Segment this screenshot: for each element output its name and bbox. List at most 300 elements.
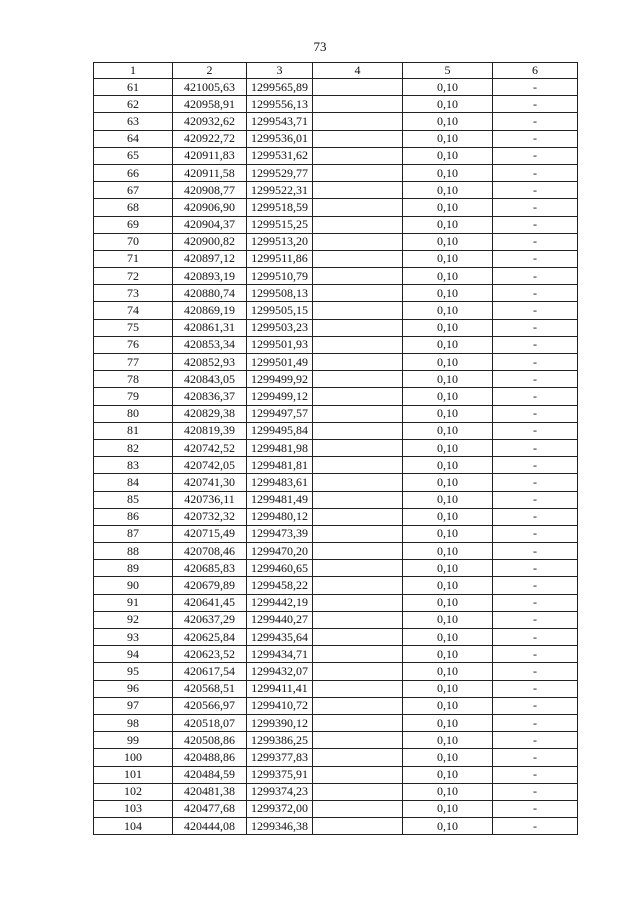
cell-column-6: - (493, 611, 578, 628)
cell-column-4 (313, 732, 403, 749)
column-header: 6 (493, 63, 578, 79)
cell-column-6: - (493, 233, 578, 250)
table-row (94, 216, 578, 233)
cell-column-4 (313, 525, 403, 542)
cell-accuracy: 0,10 (403, 611, 493, 628)
cell-point-number: 99 (94, 732, 173, 749)
cell-y-coordinate: 1299483,61 (247, 474, 313, 491)
cell-accuracy: 0,10 (403, 336, 493, 353)
cell-column-6: - (493, 543, 578, 560)
cell-point-number: 86 (94, 508, 173, 525)
cell-x-coordinate: 420904,37 (173, 216, 247, 233)
cell-column-6: - (493, 319, 578, 336)
cell-column-6: - (493, 594, 578, 611)
cell-column-4 (313, 319, 403, 336)
cell-y-coordinate: 1299374,23 (247, 783, 313, 800)
cell-point-number: 69 (94, 216, 173, 233)
cell-column-6: - (493, 147, 578, 164)
cell-column-6: - (493, 663, 578, 680)
cell-x-coordinate: 420637,29 (173, 611, 247, 628)
table-header-row (94, 63, 578, 79)
cell-y-coordinate: 1299497,57 (247, 405, 313, 422)
cell-accuracy: 0,10 (403, 714, 493, 731)
cell-x-coordinate: 420481,38 (173, 783, 247, 800)
cell-point-number: 87 (94, 525, 173, 542)
cell-y-coordinate: 1299481,98 (247, 439, 313, 456)
cell-x-coordinate: 420829,38 (173, 405, 247, 422)
table-row (94, 629, 578, 646)
cell-y-coordinate: 1299375,91 (247, 766, 313, 783)
table-row (94, 457, 578, 474)
cell-accuracy: 0,10 (403, 199, 493, 216)
cell-accuracy: 0,10 (403, 164, 493, 181)
cell-point-number: 103 (94, 800, 173, 817)
cell-column-4 (313, 749, 403, 766)
cell-column-4 (313, 199, 403, 216)
table-row (94, 233, 578, 250)
cell-accuracy: 0,10 (403, 629, 493, 646)
cell-y-coordinate: 1299518,59 (247, 199, 313, 216)
table-body (94, 79, 578, 835)
cell-y-coordinate: 1299411,41 (247, 680, 313, 697)
cell-point-number: 104 (94, 818, 173, 835)
cell-x-coordinate: 420861,31 (173, 319, 247, 336)
cell-column-6: - (493, 491, 578, 508)
cell-accuracy: 0,10 (403, 354, 493, 371)
cell-accuracy: 0,10 (403, 543, 493, 560)
cell-point-number: 90 (94, 577, 173, 594)
cell-point-number: 72 (94, 268, 173, 285)
cell-accuracy: 0,10 (403, 663, 493, 680)
cell-column-4 (313, 79, 403, 96)
cell-column-6: - (493, 268, 578, 285)
cell-x-coordinate: 420932,62 (173, 113, 247, 130)
cell-column-6: - (493, 714, 578, 731)
table-row (94, 766, 578, 783)
cell-point-number: 98 (94, 714, 173, 731)
cell-x-coordinate: 420641,45 (173, 594, 247, 611)
table-row (94, 663, 578, 680)
cell-accuracy: 0,10 (403, 646, 493, 663)
cell-column-4 (313, 611, 403, 628)
cell-column-6: - (493, 680, 578, 697)
cell-column-6: - (493, 732, 578, 749)
cell-accuracy: 0,10 (403, 439, 493, 456)
cell-column-4 (313, 646, 403, 663)
table-row (94, 594, 578, 611)
cell-accuracy: 0,10 (403, 130, 493, 147)
cell-y-coordinate: 1299511,86 (247, 250, 313, 267)
cell-column-6: - (493, 164, 578, 181)
cell-x-coordinate: 420906,90 (173, 199, 247, 216)
cell-x-coordinate: 420518,07 (173, 714, 247, 731)
table-row (94, 336, 578, 353)
cell-y-coordinate: 1299495,84 (247, 422, 313, 439)
cell-accuracy: 0,10 (403, 783, 493, 800)
cell-x-coordinate: 420679,89 (173, 577, 247, 594)
cell-y-coordinate: 1299510,79 (247, 268, 313, 285)
cell-point-number: 83 (94, 457, 173, 474)
cell-point-number: 70 (94, 233, 173, 250)
cell-column-6: - (493, 560, 578, 577)
cell-accuracy: 0,10 (403, 560, 493, 577)
cell-point-number: 78 (94, 371, 173, 388)
cell-column-4 (313, 491, 403, 508)
cell-accuracy: 0,10 (403, 474, 493, 491)
cell-x-coordinate: 420617,54 (173, 663, 247, 680)
table-row (94, 732, 578, 749)
cell-x-coordinate: 420623,52 (173, 646, 247, 663)
cell-y-coordinate: 1299505,15 (247, 302, 313, 319)
cell-column-4 (313, 354, 403, 371)
cell-x-coordinate: 420715,49 (173, 525, 247, 542)
table-row (94, 697, 578, 714)
cell-x-coordinate: 420484,59 (173, 766, 247, 783)
cell-column-6: - (493, 783, 578, 800)
cell-y-coordinate: 1299473,39 (247, 525, 313, 542)
cell-point-number: 71 (94, 250, 173, 267)
table-row (94, 422, 578, 439)
cell-accuracy: 0,10 (403, 405, 493, 422)
column-header: 4 (313, 63, 403, 79)
cell-x-coordinate: 420843,05 (173, 371, 247, 388)
cell-y-coordinate: 1299536,01 (247, 130, 313, 147)
cell-x-coordinate: 420708,46 (173, 543, 247, 560)
cell-x-coordinate: 420736,11 (173, 491, 247, 508)
cell-point-number: 84 (94, 474, 173, 491)
table-row (94, 96, 578, 113)
cell-point-number: 67 (94, 182, 173, 199)
cell-column-4 (313, 594, 403, 611)
cell-point-number: 89 (94, 560, 173, 577)
cell-point-number: 95 (94, 663, 173, 680)
cell-point-number: 75 (94, 319, 173, 336)
cell-column-6: - (493, 113, 578, 130)
cell-point-number: 77 (94, 354, 173, 371)
cell-column-6: - (493, 474, 578, 491)
cell-y-coordinate: 1299372,00 (247, 800, 313, 817)
cell-y-coordinate: 1299501,49 (247, 354, 313, 371)
cell-column-4 (313, 766, 403, 783)
cell-column-4 (313, 663, 403, 680)
table-row (94, 130, 578, 147)
cell-accuracy: 0,10 (403, 766, 493, 783)
cell-point-number: 73 (94, 285, 173, 302)
table-row (94, 182, 578, 199)
cell-x-coordinate: 420836,37 (173, 388, 247, 405)
table-row (94, 405, 578, 422)
cell-point-number: 79 (94, 388, 173, 405)
cell-column-4 (313, 560, 403, 577)
cell-accuracy: 0,10 (403, 594, 493, 611)
cell-column-4 (313, 130, 403, 147)
cell-accuracy: 0,10 (403, 79, 493, 96)
cell-x-coordinate: 420742,05 (173, 457, 247, 474)
cell-column-6: - (493, 336, 578, 353)
cell-y-coordinate: 1299460,65 (247, 560, 313, 577)
cell-accuracy: 0,10 (403, 800, 493, 817)
cell-y-coordinate: 1299442,19 (247, 594, 313, 611)
cell-accuracy: 0,10 (403, 457, 493, 474)
cell-accuracy: 0,10 (403, 749, 493, 766)
table-row (94, 371, 578, 388)
table-row (94, 680, 578, 697)
cell-y-coordinate: 1299565,89 (247, 79, 313, 96)
cell-column-4 (313, 371, 403, 388)
table-row (94, 800, 578, 817)
cell-accuracy: 0,10 (403, 422, 493, 439)
cell-point-number: 85 (94, 491, 173, 508)
cell-x-coordinate: 420685,83 (173, 560, 247, 577)
cell-point-number: 91 (94, 594, 173, 611)
cell-point-number: 80 (94, 405, 173, 422)
cell-accuracy: 0,10 (403, 182, 493, 199)
cell-x-coordinate: 420625,84 (173, 629, 247, 646)
cell-x-coordinate: 420900,82 (173, 233, 247, 250)
cell-column-6: - (493, 182, 578, 199)
cell-column-4 (313, 216, 403, 233)
cell-point-number: 94 (94, 646, 173, 663)
cell-point-number: 74 (94, 302, 173, 319)
cell-column-6: - (493, 800, 578, 817)
cell-column-4 (313, 233, 403, 250)
cell-y-coordinate: 1299346,38 (247, 818, 313, 835)
cell-x-coordinate: 420508,86 (173, 732, 247, 749)
cell-y-coordinate: 1299499,92 (247, 371, 313, 388)
cell-x-coordinate: 420908,77 (173, 182, 247, 199)
cell-accuracy: 0,10 (403, 250, 493, 267)
column-header: 5 (403, 63, 493, 79)
column-header: 3 (247, 63, 313, 79)
cell-column-6: - (493, 422, 578, 439)
cell-y-coordinate: 1299390,12 (247, 714, 313, 731)
cell-point-number: 62 (94, 96, 173, 113)
cell-column-6: - (493, 250, 578, 267)
table-row (94, 525, 578, 542)
cell-y-coordinate: 1299503,23 (247, 319, 313, 336)
cell-y-coordinate: 1299432,07 (247, 663, 313, 680)
table-row (94, 147, 578, 164)
cell-point-number: 93 (94, 629, 173, 646)
cell-x-coordinate: 420853,34 (173, 336, 247, 353)
cell-accuracy: 0,10 (403, 96, 493, 113)
cell-accuracy: 0,10 (403, 233, 493, 250)
table-row (94, 491, 578, 508)
cell-column-4 (313, 818, 403, 835)
cell-column-6: - (493, 629, 578, 646)
cell-point-number: 100 (94, 749, 173, 766)
cell-column-4 (313, 697, 403, 714)
cell-x-coordinate: 420488,86 (173, 749, 247, 766)
cell-point-number: 65 (94, 147, 173, 164)
cell-point-number: 68 (94, 199, 173, 216)
cell-column-4 (313, 800, 403, 817)
cell-column-6: - (493, 508, 578, 525)
cell-column-4 (313, 164, 403, 181)
cell-x-coordinate: 420893,19 (173, 268, 247, 285)
cell-column-4 (313, 783, 403, 800)
cell-column-6: - (493, 302, 578, 319)
cell-y-coordinate: 1299513,20 (247, 233, 313, 250)
cell-column-6: - (493, 405, 578, 422)
cell-y-coordinate: 1299508,13 (247, 285, 313, 302)
cell-accuracy: 0,10 (403, 508, 493, 525)
cell-accuracy: 0,10 (403, 113, 493, 130)
cell-accuracy: 0,10 (403, 371, 493, 388)
cell-point-number: 88 (94, 543, 173, 560)
cell-accuracy: 0,10 (403, 525, 493, 542)
cell-point-number: 76 (94, 336, 173, 353)
cell-column-6: - (493, 285, 578, 302)
table-row (94, 783, 578, 800)
cell-column-4 (313, 457, 403, 474)
cell-y-coordinate: 1299499,12 (247, 388, 313, 405)
cell-y-coordinate: 1299543,71 (247, 113, 313, 130)
table-row (94, 388, 578, 405)
cell-x-coordinate: 420566,97 (173, 697, 247, 714)
cell-column-4 (313, 285, 403, 302)
cell-x-coordinate: 420568,51 (173, 680, 247, 697)
cell-column-4 (313, 250, 403, 267)
cell-y-coordinate: 1299386,25 (247, 732, 313, 749)
cell-column-4 (313, 422, 403, 439)
cell-point-number: 101 (94, 766, 173, 783)
cell-column-6: - (493, 749, 578, 766)
table-row (94, 611, 578, 628)
cell-y-coordinate: 1299440,27 (247, 611, 313, 628)
table-row (94, 319, 578, 336)
cell-y-coordinate: 1299529,77 (247, 164, 313, 181)
cell-column-6: - (493, 525, 578, 542)
cell-accuracy: 0,10 (403, 147, 493, 164)
cell-column-4 (313, 543, 403, 560)
cell-column-4 (313, 268, 403, 285)
cell-point-number: 97 (94, 697, 173, 714)
column-header: 2 (173, 63, 247, 79)
cell-y-coordinate: 1299515,25 (247, 216, 313, 233)
coordinates-table (93, 62, 578, 835)
cell-y-coordinate: 1299470,20 (247, 543, 313, 560)
cell-column-6: - (493, 818, 578, 835)
cell-column-6: - (493, 96, 578, 113)
cell-column-6: - (493, 646, 578, 663)
cell-column-6: - (493, 439, 578, 456)
cell-column-4 (313, 439, 403, 456)
cell-column-4 (313, 113, 403, 130)
cell-column-6: - (493, 577, 578, 594)
cell-point-number: 96 (94, 680, 173, 697)
cell-column-6: - (493, 79, 578, 96)
cell-column-6: - (493, 199, 578, 216)
cell-y-coordinate: 1299410,72 (247, 697, 313, 714)
cell-y-coordinate: 1299377,83 (247, 749, 313, 766)
cell-accuracy: 0,10 (403, 491, 493, 508)
table-row (94, 268, 578, 285)
cell-x-coordinate: 420732,32 (173, 508, 247, 525)
cell-point-number: 61 (94, 79, 173, 96)
table-row (94, 164, 578, 181)
cell-column-6: - (493, 216, 578, 233)
table-row (94, 250, 578, 267)
table-row (94, 113, 578, 130)
table-row (94, 354, 578, 371)
cell-y-coordinate: 1299481,49 (247, 491, 313, 508)
cell-x-coordinate: 420477,68 (173, 800, 247, 817)
table-row (94, 714, 578, 731)
cell-column-4 (313, 629, 403, 646)
cell-column-4 (313, 388, 403, 405)
cell-x-coordinate: 420742,52 (173, 439, 247, 456)
cell-accuracy: 0,10 (403, 388, 493, 405)
cell-column-4 (313, 302, 403, 319)
cell-y-coordinate: 1299435,64 (247, 629, 313, 646)
cell-accuracy: 0,10 (403, 268, 493, 285)
cell-column-4 (313, 405, 403, 422)
cell-y-coordinate: 1299531,62 (247, 147, 313, 164)
cell-column-6: - (493, 354, 578, 371)
cell-y-coordinate: 1299522,31 (247, 182, 313, 199)
cell-column-6: - (493, 697, 578, 714)
cell-x-coordinate: 420852,93 (173, 354, 247, 371)
cell-y-coordinate: 1299458,22 (247, 577, 313, 594)
table-row (94, 646, 578, 663)
cell-column-4 (313, 508, 403, 525)
cell-column-6: - (493, 130, 578, 147)
cell-point-number: 92 (94, 611, 173, 628)
cell-x-coordinate: 420958,91 (173, 96, 247, 113)
table-row (94, 560, 578, 577)
cell-column-6: - (493, 766, 578, 783)
cell-column-4 (313, 474, 403, 491)
cell-column-4 (313, 336, 403, 353)
cell-accuracy: 0,10 (403, 577, 493, 594)
table-row (94, 199, 578, 216)
cell-column-6: - (493, 371, 578, 388)
cell-column-4 (313, 577, 403, 594)
cell-column-4 (313, 714, 403, 731)
cell-column-4 (313, 147, 403, 164)
cell-y-coordinate: 1299480,12 (247, 508, 313, 525)
cell-x-coordinate: 420922,72 (173, 130, 247, 147)
cell-point-number: 82 (94, 439, 173, 456)
cell-column-4 (313, 680, 403, 697)
cell-column-6: - (493, 457, 578, 474)
table-row (94, 749, 578, 766)
cell-column-4 (313, 96, 403, 113)
cell-point-number: 63 (94, 113, 173, 130)
column-header: 1 (94, 63, 173, 79)
cell-x-coordinate: 420741,30 (173, 474, 247, 491)
cell-column-6: - (493, 388, 578, 405)
cell-point-number: 66 (94, 164, 173, 181)
cell-x-coordinate: 420880,74 (173, 285, 247, 302)
cell-point-number: 64 (94, 130, 173, 147)
cell-y-coordinate: 1299501,93 (247, 336, 313, 353)
cell-x-coordinate: 420911,83 (173, 147, 247, 164)
table-row (94, 79, 578, 96)
table-row (94, 818, 578, 835)
cell-column-4 (313, 182, 403, 199)
table-row (94, 508, 578, 525)
cell-y-coordinate: 1299556,13 (247, 96, 313, 113)
cell-x-coordinate: 421005,63 (173, 79, 247, 96)
cell-point-number: 102 (94, 783, 173, 800)
table-row (94, 577, 578, 594)
table-row (94, 285, 578, 302)
cell-accuracy: 0,10 (403, 697, 493, 714)
table-row (94, 439, 578, 456)
cell-accuracy: 0,10 (403, 680, 493, 697)
